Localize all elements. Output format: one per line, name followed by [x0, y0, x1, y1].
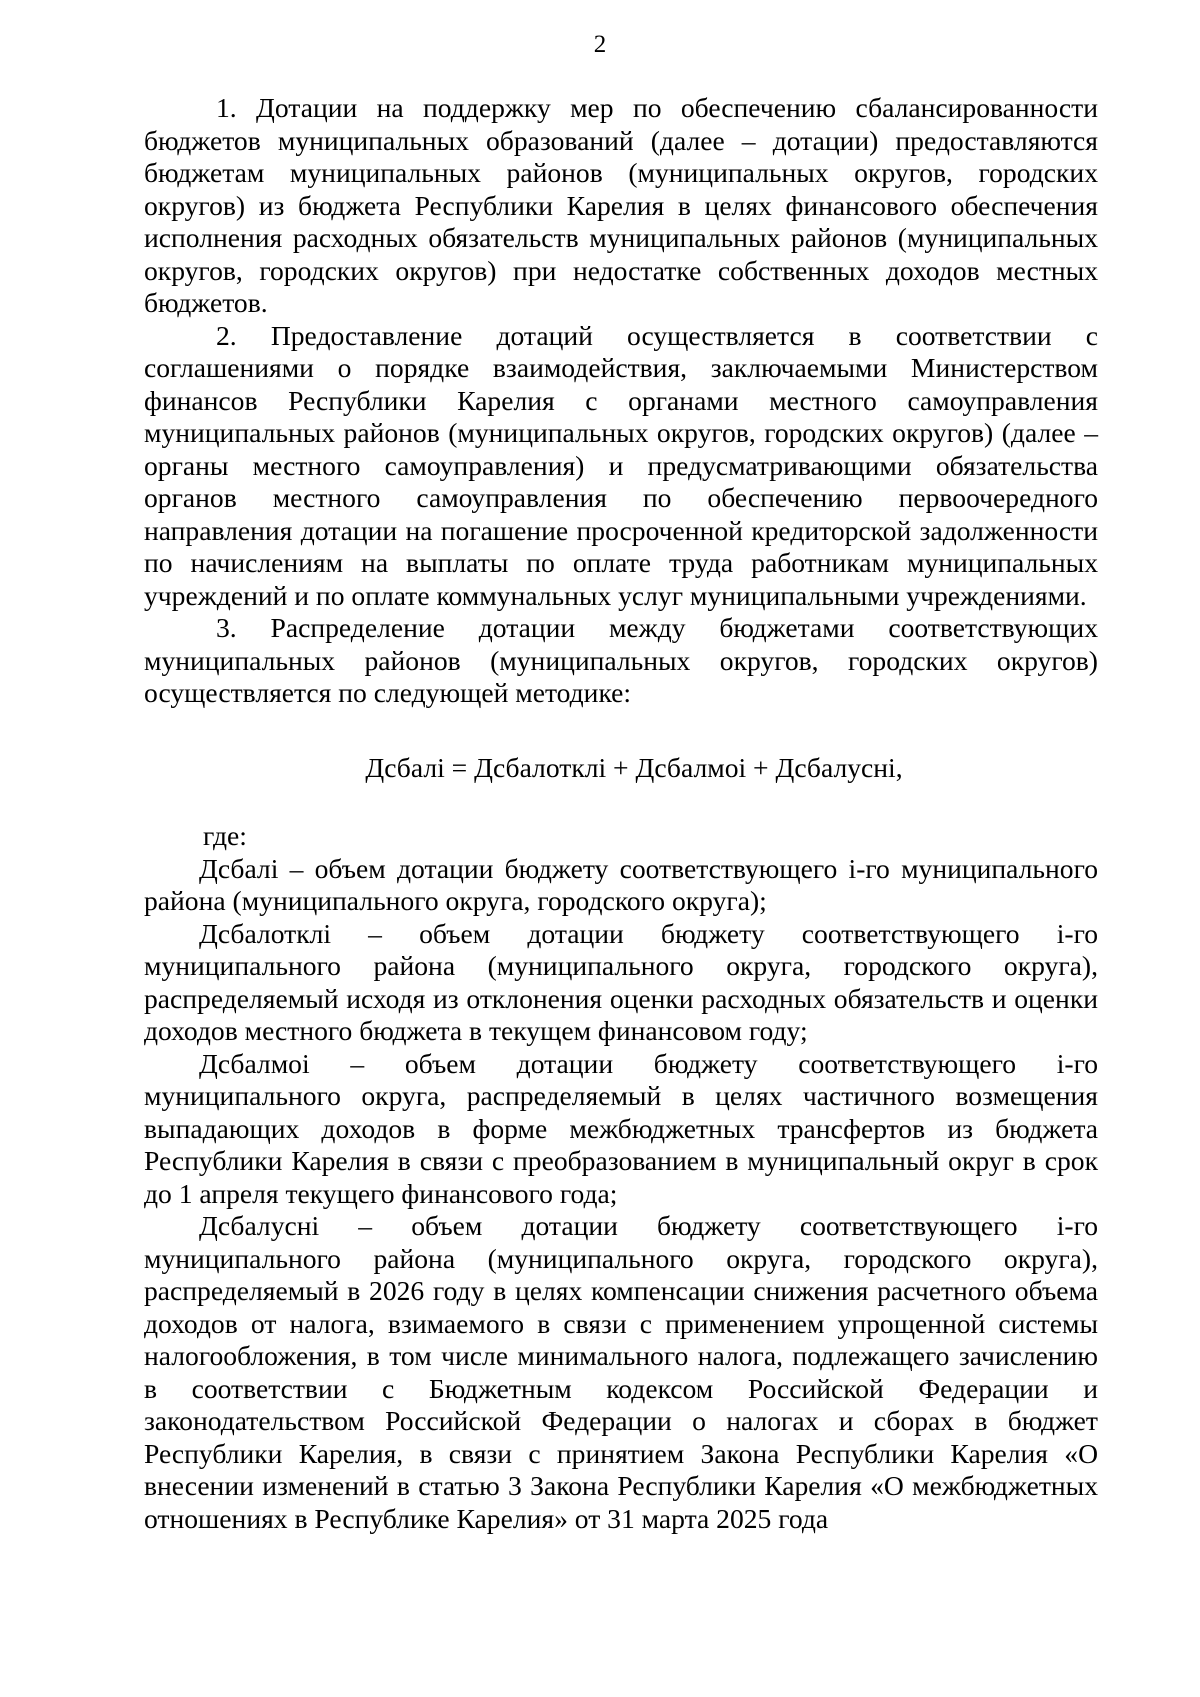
- definition-dsbalmo: Дсбалмоі – объем дотации бюджету соответствующего i-го муниципального округа, распределяемый в целях частичного возмещения выпадающих доходов в форме межбюджетных трансфертов из бюджета Республики Карелия в связи с преобразованием в муниципальный округ в срок до 1 апреля текущего финансового года;: [144, 1047, 1098, 1209]
- paragraph-3: 3. Распределение дотации между бюджетами соответствующих муниципальных районов (муниципальных округов, городских округов) осуществляется по следующей методике:: [144, 612, 1098, 708]
- paragraph-1: 1. Дотации на поддержку мер по обеспечению сбалансированности бюджетов муниципальных образований (далее – дотации) предоставляются бюджетам муниципальных районов (муниципальных округов, городских округов) из бюджета Республики Карелия в целях финансового обеспечения исполнения расходных обязательств муниципальных районов (муниципальных округов, городских округов) при недостатке собственных доходов местных бюджетов.: [144, 92, 1098, 318]
- definition-dsbalotkl: Дсбалотклі – объем дотации бюджету соответствующего i-го муниципального района (муниципального округа, городского округа), распределяемый исходя из отклонения оценки расходных обязательств и оценки доходов местного бюджета в текущем финансовом году;: [144, 917, 1098, 1046]
- formula: Дсбалі = Дсбалотклі + Дсбалмоі + Дсбалуснi,: [365, 751, 903, 783]
- document-body: [144, 92, 1098, 1535]
- where-label: где:: [203, 820, 247, 851]
- definition-dsbal: Дсбалі – объем дотации бюджету соответствующего i-го муниципального района (муниципального округа, городского округа);: [144, 852, 1098, 916]
- paragraph-2: 2. Предоставление дотаций осуществляется в соответствии с соглашениями о порядке взаимодействия, заключаемыми Министерством финансов Республики Карелия с органами местного самоуправления муниципальных районов (муниципальных округов, городских округов) (далее – органы местного самоуправления) и предусматривающими обязательства органов местного самоуправления по обеспечению первоочередного направления дотации на погашение просроченной кредиторской задолженности по начислениям на выплаты по оплате труда работникам муниципальных учреждений и по оплате коммунальных услуг муниципальными учреждениями.: [144, 319, 1098, 611]
- definition-dsbalusn: Дсбалуснi – объем дотации бюджету соответствующего i-го муниципального района (муниципального округа, городского округа), распределяемый в 2026 году в целях компенсации снижения расчетного объема доходов от налога, взимаемого в связи с применением упрощенной системы налогообложения, в том числе минимального налога, подлежащего зачислению в соответствии с Бюджетным кодексом Российской Федерации и законодательством Российской Федерации о налогах и сборах в бюджет Республики Карелия, в связи с принятием Закона Республики Карелия «О внесении изменений в статью 3 Закона Республики Карелия «О межбюджетных отношениях в Республике Карелия» от 31 марта 2025 года: [144, 1210, 1098, 1534]
- page-number: 2: [593, 31, 607, 58]
